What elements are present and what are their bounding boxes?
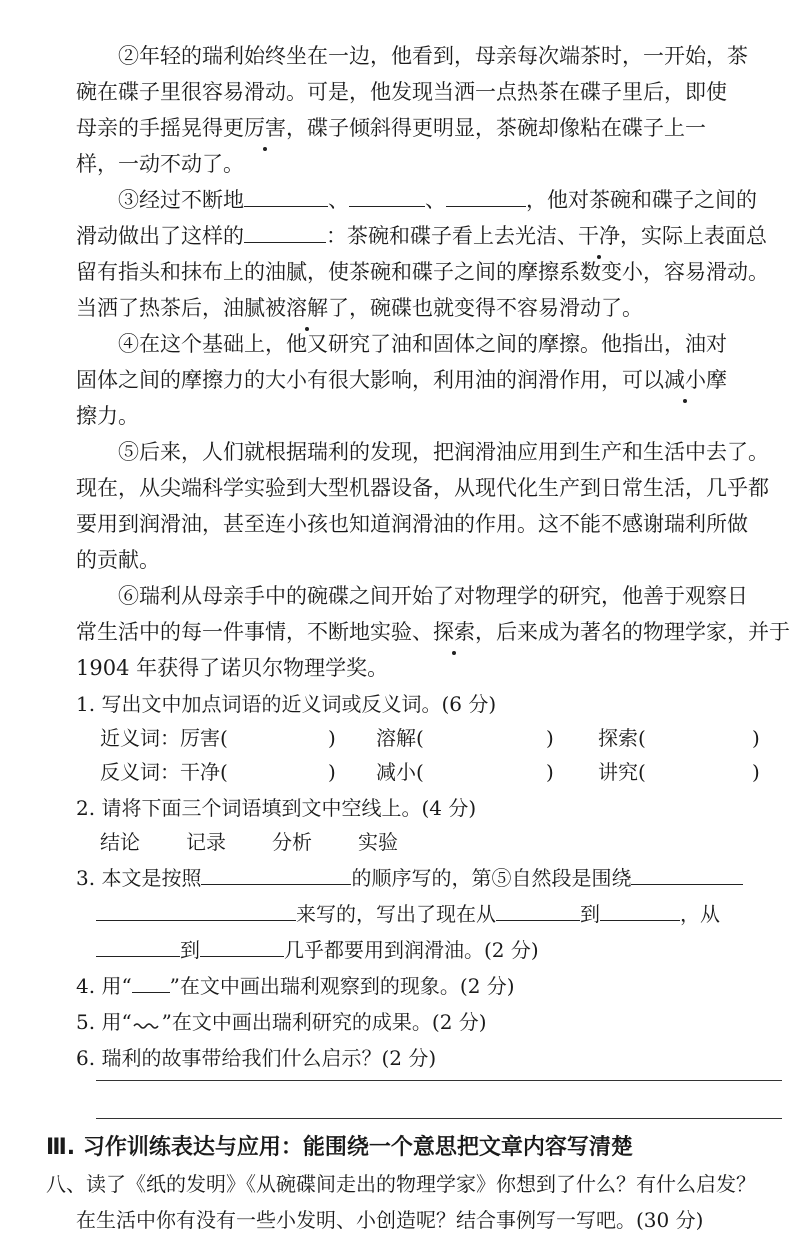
dotted-word-tansuo: 探索: [433, 616, 475, 648]
straight-underline-symbol: [132, 974, 170, 993]
wavy-underline-icon: [132, 1019, 162, 1029]
q3-blank-1[interactable]: [201, 862, 351, 885]
dotted-word-ganjing: 干净: [578, 220, 620, 252]
p3-line2: 滑动做出了这样的 ：茶碗和碟子看上去光洁、干净，实际上表面总: [76, 220, 767, 252]
p2-line1: ②年轻的瑞利始终坐在一边，他看到，母亲每次端茶时，一开始，茶: [118, 44, 748, 68]
question-3-line2: 来写的，写出了现在从 到 ，从: [96, 898, 720, 930]
p6-line3: 1904 年获得了诺贝尔物理学奖。: [76, 656, 389, 680]
question-1: 1. 写出文中加点词语的近义词或反义词。(6 分): [76, 692, 497, 716]
q2-word-bank: [100, 826, 398, 858]
p2-line3: 母亲的手摇晃得更厉害，碟子倾斜得更明显，茶碗却像粘在碟子上一: [76, 112, 706, 144]
dotted-word-rongjie: 溶解: [286, 292, 328, 324]
p5-line2: 现在，从尖端科学实验到大型机器设备，从现代化生产到日常生活，几乎都: [76, 476, 769, 500]
blank-3[interactable]: [446, 184, 526, 207]
question-2: 2. 请将下面三个词语填到文中空线上。(4 分): [76, 796, 477, 820]
question-3-line1: 3. 本文是按照 的顺序写的，第⑤自然段是围绕: [76, 862, 743, 894]
word-jielun: 结论: [100, 830, 140, 854]
blank-4[interactable]: [244, 220, 326, 243]
question-8-line1: 八、读了《纸的发明》《从碗碟间走出的物理学家》你想到了什么？有什么启发？: [46, 1172, 756, 1196]
word-shiyan: 实验: [358, 830, 398, 854]
p5-line1: ⑤后来，人们就根据瑞利的发现，把润滑油应用到生产和生活中去了。: [118, 440, 769, 464]
question-4: 4. 用“ ”在文中画出瑞利观察到的现象。(2 分): [76, 974, 515, 998]
question-8-line2: 在生活中你有没有一些小发明、小创造呢？结合事例写一写吧。(30 分): [76, 1208, 704, 1232]
p5-line4: 的贡献。: [76, 548, 160, 572]
q3-blank-6[interactable]: [96, 934, 180, 957]
q1-synonym-row: 近义词：厉害( ) 溶解( ) 探索( ): [100, 726, 760, 750]
question-6: 6. 瑞利的故事带给我们什么启示？(2 分): [76, 1046, 437, 1070]
q3-blank-4[interactable]: [496, 898, 580, 921]
p5-line3: 要用到润滑油，甚至连小孩也知道润滑油的作用。这不能不感谢瑞利所做: [76, 512, 748, 536]
p3-line1: ③经过不断地 、 、 ，他对茶碗和碟子之间的: [118, 184, 757, 216]
q3-blank-3[interactable]: [96, 898, 296, 921]
q3-blank-7[interactable]: [200, 934, 284, 957]
p6-line2: 常生活中的每一件事情，不断地实验、探索，后来成为著名的物理学家，并于: [76, 616, 790, 648]
word-jilu: 记录: [186, 830, 226, 854]
p4-line1: ④在这个基础上，他又研究了油和固体之间的摩擦。他指出，油对: [118, 332, 727, 356]
p3-line4: 当洒了热茶后，油腻被溶解了，碗碟也就变得不容易滑动了。: [76, 292, 643, 324]
q3-blank-5[interactable]: [600, 898, 680, 921]
p4-line3: 擦力。: [76, 404, 139, 428]
blank-1[interactable]: [244, 184, 328, 207]
dotted-word-jianxiao: 减小: [664, 364, 706, 396]
question-3-line3: 到 几乎都要用到润滑油。(2 分): [96, 934, 539, 966]
question-5: 5. 用“ ”在文中画出瑞利研究的成果。(2 分): [76, 1010, 487, 1034]
dotted-word-lihai: 厉害: [244, 112, 286, 144]
p4-line2: 固体之间的摩擦力的大小有很大影响，利用油的润滑作用，可以减小摩: [76, 364, 727, 396]
q1-antonym-row: 反义词：干净( ) 减小( ) 讲究( ): [100, 760, 760, 784]
q3-blank-2[interactable]: [631, 862, 743, 885]
section-title: Ⅲ. 习作训练表达与应用：能围绕一个意思把文章内容写清楚: [46, 1135, 633, 1160]
answer-line-2[interactable]: [96, 1118, 782, 1119]
answer-line-1[interactable]: [96, 1080, 782, 1081]
blank-2[interactable]: [349, 184, 425, 207]
p2-line2: 碗在碟子里很容易滑动。可是，他发现当洒一点热茶在碟子里后，即使: [76, 80, 727, 104]
p6-line1: ⑥瑞利从母亲手中的碗碟之间开始了对物理学的研究，他善于观察日: [118, 584, 748, 608]
p2-line4: 样，一动不动了。: [76, 152, 244, 176]
word-fenxi: 分析: [272, 830, 312, 854]
p3-line3: 留有指头和抹布上的油腻，使茶碗和碟子之间的摩擦系数变小，容易滑动。: [76, 260, 769, 284]
